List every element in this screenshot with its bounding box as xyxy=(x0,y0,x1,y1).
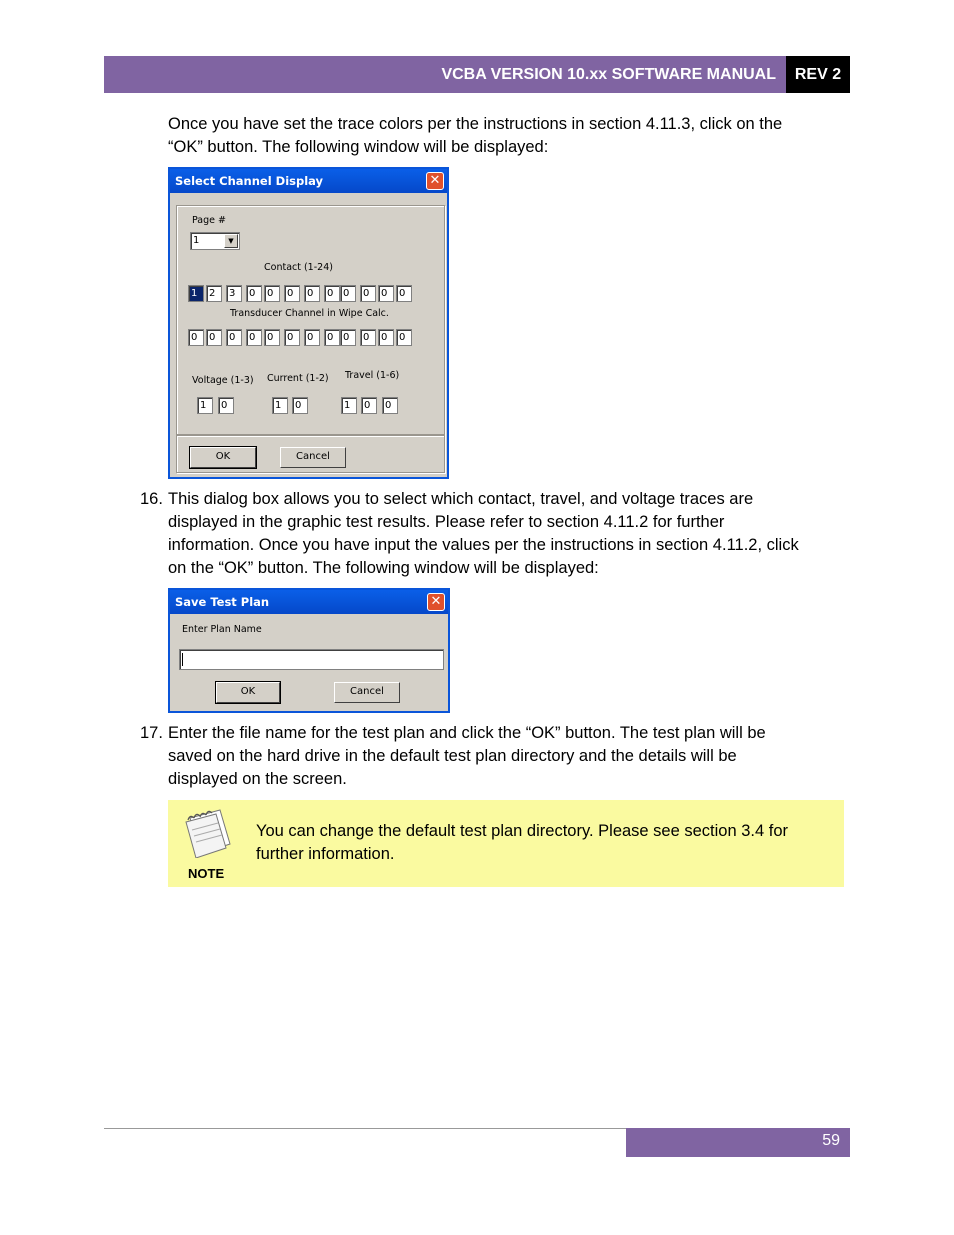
plan-name-input[interactable] xyxy=(179,649,444,670)
close-button[interactable] xyxy=(427,593,445,611)
contact-field[interactable]: 0 xyxy=(304,285,320,302)
step-17-line-1: Enter the file name for the test plan and click the “OK” button. The test plan will be xyxy=(168,724,766,742)
text-cursor xyxy=(182,653,183,666)
note-label: NOTE xyxy=(188,866,225,881)
current-field[interactable]: 0 xyxy=(292,397,308,414)
transducer-field[interactable]: 0 xyxy=(264,329,280,346)
contact-field[interactable]: 1 xyxy=(188,285,204,302)
note-box xyxy=(168,800,844,887)
step-16-line-4: on the “OK” button. The following window will be displayed: xyxy=(168,559,599,577)
contact-field[interactable]: 0 xyxy=(378,285,394,302)
transducer-label: Transducer Channel in Wipe Calc. xyxy=(230,308,389,319)
select-channel-display-dialog xyxy=(168,167,449,479)
travel-field[interactable]: 1 xyxy=(341,397,357,414)
travel-label: Travel (1-6) xyxy=(345,370,400,381)
travel-field[interactable]: 0 xyxy=(382,397,398,414)
voltage-field[interactable]: 1 xyxy=(197,397,213,414)
notepad-icon xyxy=(180,806,236,858)
note-line-2: further information. xyxy=(256,845,395,863)
intro-line-1: Once you have set the trace colors per the instructions in section 4.11.3, click on the xyxy=(168,115,783,133)
contact-field[interactable]: 0 xyxy=(264,285,280,302)
contact-field[interactable]: 0 xyxy=(324,285,340,302)
plan-name-label: Enter Plan Name xyxy=(182,624,262,635)
contact-field[interactable]: 2 xyxy=(206,285,222,302)
page-select[interactable] xyxy=(190,232,240,250)
close-button[interactable] xyxy=(426,172,444,190)
transducer-field[interactable]: 0 xyxy=(226,329,242,346)
step-17-line-3: displayed on the screen. xyxy=(168,770,347,788)
transducer-field[interactable]: 0 xyxy=(324,329,340,346)
transducer-field[interactable]: 0 xyxy=(360,329,376,346)
contact-field[interactable]: 0 xyxy=(340,285,356,302)
transducer-field[interactable]: 0 xyxy=(378,329,394,346)
transducer-field[interactable]: 0 xyxy=(284,329,300,346)
contact-field[interactable]: 0 xyxy=(284,285,300,302)
note-text xyxy=(256,820,826,866)
step-17-line-2: saved on the hard drive in the default test plan directory and the details will be xyxy=(168,747,737,765)
transducer-field[interactable]: 0 xyxy=(206,329,222,346)
page-label: Page # xyxy=(192,215,226,226)
transducer-field[interactable]: 0 xyxy=(396,329,412,346)
transducer-field[interactable]: 0 xyxy=(340,329,356,346)
contact-label: Contact (1-24) xyxy=(264,262,333,273)
current-field[interactable]: 1 xyxy=(272,397,288,414)
transducer-field[interactable]: 0 xyxy=(246,329,262,346)
step-16-line-2: displayed in the graphic test results. Please refer to section 4.11.2 for further xyxy=(168,513,725,531)
dialog-titlebar xyxy=(170,169,447,193)
chevron-down-icon[interactable]: ▼ xyxy=(224,234,238,248)
contact-field[interactable]: 0 xyxy=(246,285,262,302)
page-select-value: 1 xyxy=(193,235,200,246)
manual-title: VCBA VERSION 10.xx SOFTWARE MANUAL xyxy=(104,56,786,93)
step-17-text xyxy=(168,722,848,791)
contact-field[interactable]: 3 xyxy=(226,285,242,302)
contact-field[interactable]: 0 xyxy=(360,285,376,302)
close-icon: ✕ xyxy=(430,594,442,609)
transducer-field[interactable]: 0 xyxy=(188,329,204,346)
travel-field[interactable]: 0 xyxy=(361,397,377,414)
contact-field[interactable]: 0 xyxy=(396,285,412,302)
intro-line-2: “OK” button. The following window will be displayed: xyxy=(168,138,549,156)
ok-button[interactable]: OK xyxy=(216,682,280,703)
dialog-title: Select Channel Display xyxy=(175,174,324,188)
voltage-label: Voltage (1-3) xyxy=(192,375,254,386)
current-label: Current (1-2) xyxy=(267,373,329,384)
close-icon: ✕ xyxy=(429,173,441,188)
revision-badge: REV 2 xyxy=(786,56,850,93)
intro-paragraph xyxy=(168,113,782,159)
dialog-titlebar xyxy=(170,590,448,614)
page-number: 59 xyxy=(626,1128,850,1157)
note-line-1: You can change the default test plan directory. Please see section 3.4 for xyxy=(256,822,789,840)
transducer-field[interactable]: 0 xyxy=(304,329,320,346)
step-16-line-1: This dialog box allows you to select which contact, travel, and voltage traces are xyxy=(168,490,754,508)
step-16-line-3: information. Once you have input the values per the instructions in section 4.11.2, click xyxy=(168,536,799,554)
page-header xyxy=(104,56,850,93)
save-test-plan-dialog xyxy=(168,588,450,713)
dialog-title: Save Test Plan xyxy=(175,595,270,609)
cancel-button[interactable]: Cancel xyxy=(280,447,346,468)
step-17-number: 17. xyxy=(140,724,163,742)
cancel-button[interactable]: Cancel xyxy=(334,682,400,703)
ok-button[interactable]: OK xyxy=(190,447,256,468)
voltage-field[interactable]: 0 xyxy=(218,397,234,414)
step-16-text xyxy=(168,488,848,580)
step-16-number: 16. xyxy=(140,490,163,508)
